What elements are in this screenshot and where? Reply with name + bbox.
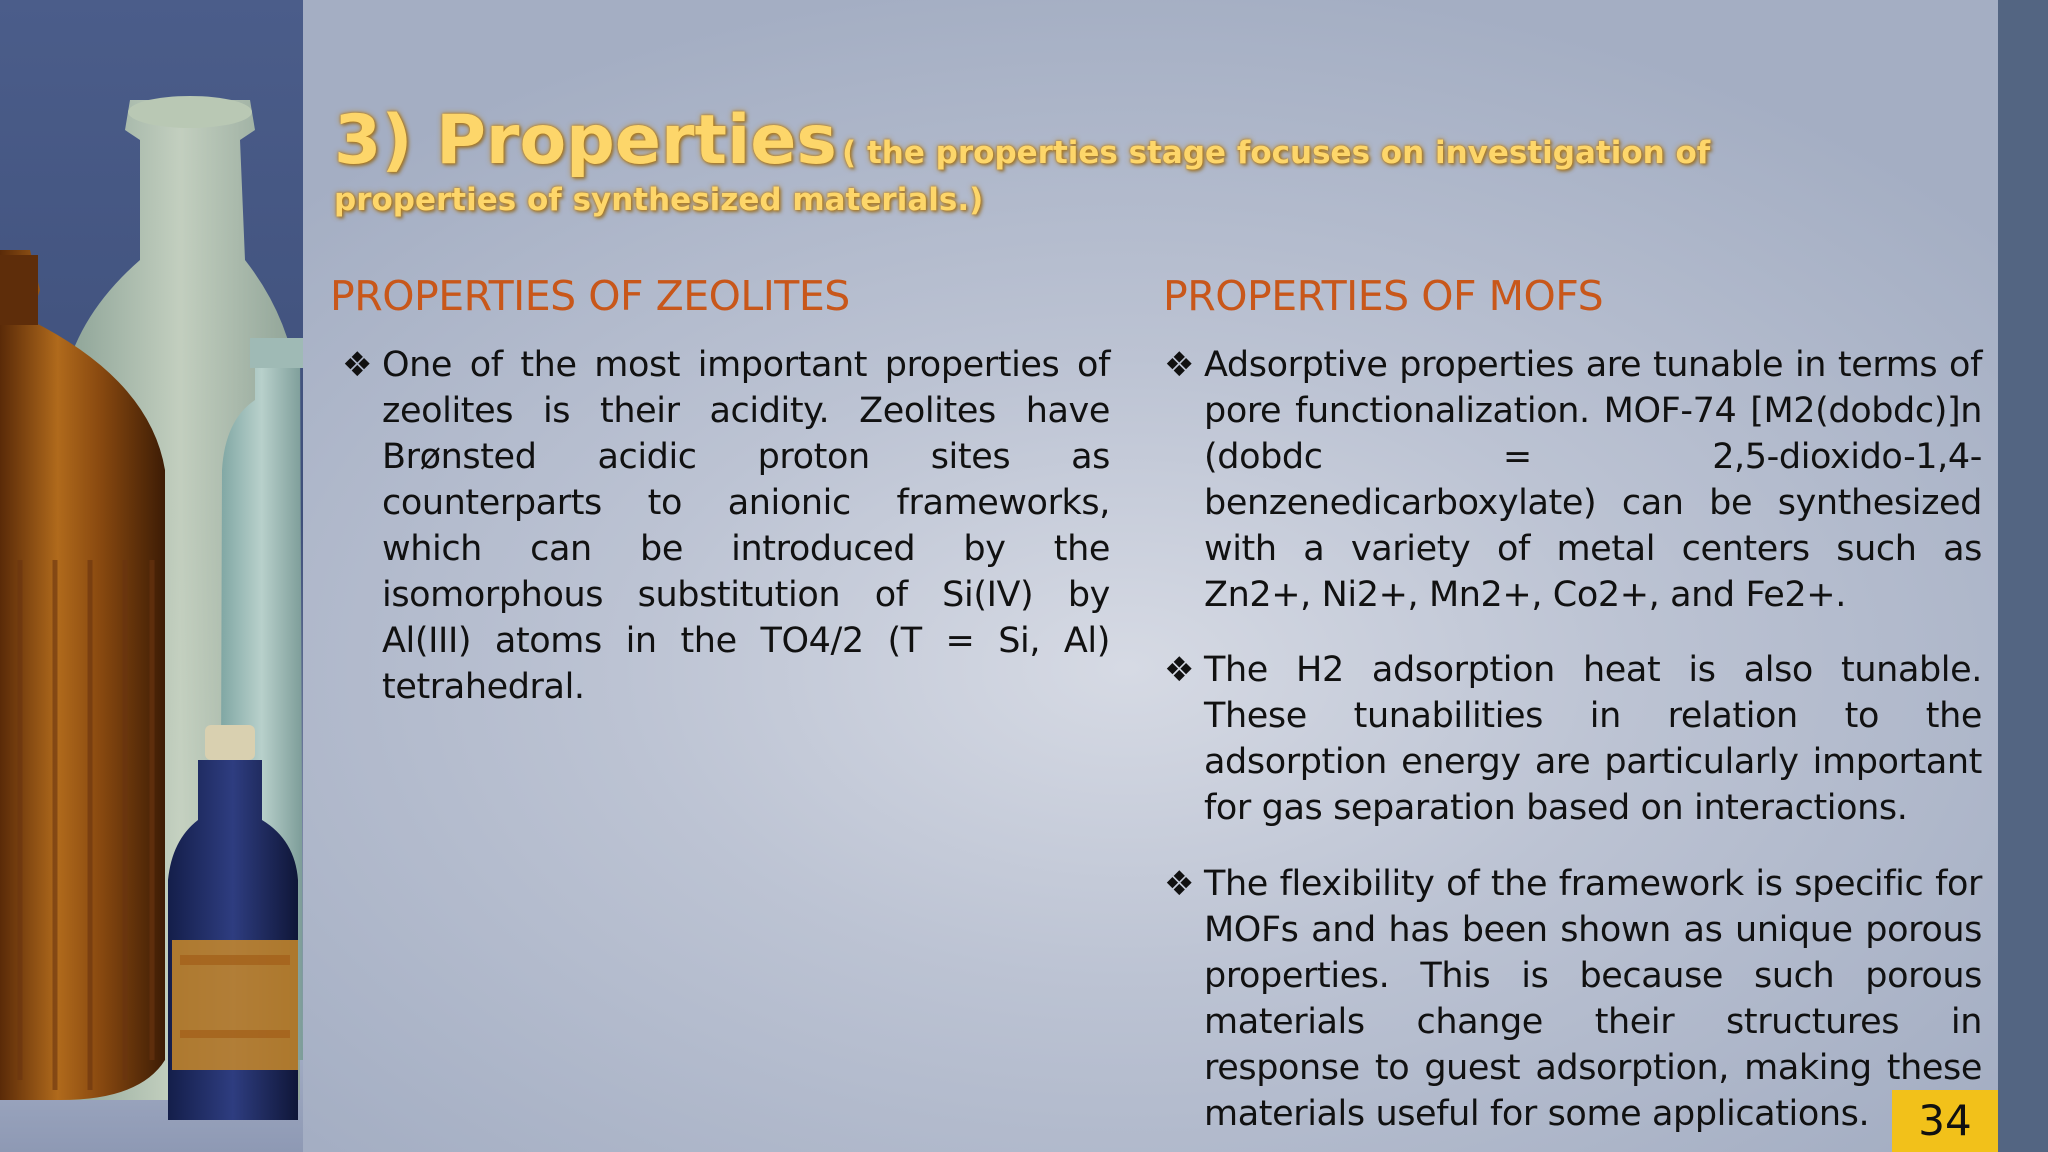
slide-title	[334, 100, 1774, 219]
mofs-bullet-1	[1164, 342, 1982, 618]
four-diamond-bullet-icon: ❖	[1164, 864, 1195, 904]
right-accent-band	[1998, 0, 2048, 1152]
title-main: 3) Properties	[334, 101, 837, 180]
mofs-heading: PROPERTIES OF MOFS	[1163, 272, 1604, 320]
mofs-bullet-3	[1164, 861, 1982, 1137]
title-subtitle: ( the properties stage focuses on investigation of properties of synthesized materials.)	[334, 135, 1711, 218]
zeolites-heading: PROPERTIES OF ZEOLITES	[330, 272, 850, 320]
mofs-bullet-2	[1164, 647, 1982, 831]
bullet-text: One of the most important properties of zeolites is their acidity. Zeolites have Brønsted acidic proton sites as counterparts to anionic frameworks, which can be introduced by the isomorphous substitution of Si(IV) by Al(III) atoms in the TO4/2 (T = Si, Al) tetrahedral.	[382, 345, 1110, 707]
bullet-text: Adsorptive properties are tunable in terms of pore functionalization. MOF-74 [M2(dobdc)]n (dobdc = 2,5-dioxido-1,4-benzenedicarboxylate) can be synthesized with a variety of metal centers such as Zn2+, Ni2+, Mn2+, Co2+, and Fe2+.	[1204, 345, 1982, 615]
bottles-photo	[0, 0, 303, 1152]
four-diamond-bullet-icon: ❖	[342, 345, 373, 385]
bullet-text: The H2 adsorption heat is also tunable. These tunabilities in relation to the adsorption energy are particularly important for gas separation based on interactions.	[1204, 650, 1982, 828]
zeolites-bullet-1	[342, 342, 1110, 710]
four-diamond-bullet-icon: ❖	[1164, 345, 1195, 385]
page-number-badge: 34	[1892, 1090, 1998, 1152]
four-diamond-bullet-icon: ❖	[1164, 650, 1195, 690]
bullet-text: The flexibility of the framework is specific for MOFs and has been shown as unique porous properties. This is because such porous materials change their structures in response to guest adsorption, making these materials useful for some applications.	[1204, 864, 1982, 1134]
